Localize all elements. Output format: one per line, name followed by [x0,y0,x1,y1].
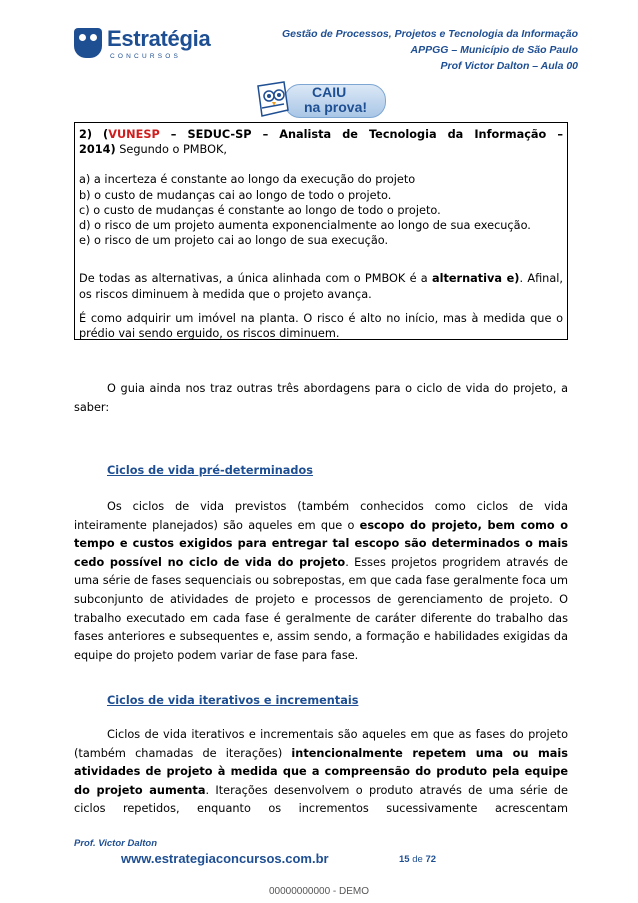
page-header [282,26,578,74]
question-title-rest: – SEDUC-SP – Analista de Tecnologia da Informação – [159,128,564,141]
estrategia-logo [74,26,211,66]
question-stem-line [79,142,563,157]
p1-text-a: Os ciclos de vida previstos (também conhecidos como ciclos de vida inteiramente planejados) são aqueles em que o [74,500,568,532]
analogy-paragraph: É como adquirir um imóvel na planta. O risco é alto no início, mas à medida que o prédio vai sendo erguido, os riscos diminuem. [79,311,563,341]
page-total: 72 [425,854,437,865]
header-exam: APPGG – Município de São Paulo [410,44,578,56]
intro-paragraph: O guia ainda nos traz outras três abordagens para o ciclo de vida do projeto, a saber: [74,382,568,414]
intro-section [74,380,568,417]
question-number: 2) ( [79,128,109,141]
footer-website-link[interactable]: www.estrategiaconcursos.com.br [121,851,329,866]
question-year: 2014) [79,143,116,157]
p1-bold: escopo do projeto, bem como o tempo e custos exigidos para entregar tal escopo são determinados o mais cedo possível no ciclo de vida do projeto [74,518,568,569]
question-title [79,127,563,142]
exam-board: VUNESP [108,128,160,141]
heading-predetermined: Ciclos de vida pré-determinados [107,464,313,477]
owl-mascot-icon [254,80,290,118]
predetermined-paragraph [74,498,568,665]
heading-iterative: Ciclos de vida iterativos e incrementais [107,694,359,707]
page-current: 15 [399,854,410,865]
footer-author: Prof. Victor Dalton [74,838,158,849]
p2-text-a: Ciclos de vida iterativos e incrementais são aqueles em que as fases do projeto (também chamadas de iterações) [74,728,568,760]
answer-highlight: alternativa e) [431,272,520,286]
option-d: d) o risco de um projeto aumenta exponencialmente ao longo de sua execução. [79,219,531,233]
header-lesson: Prof Victor Dalton – Aula 00 [440,60,578,72]
badge-line1: CAIU [312,84,347,100]
page-number [399,854,436,865]
answer-pre: De todas as alternativas, a única alinhada com o PMBOK é a [79,272,432,286]
p1-text-b: . Esses projetos progridem através de uma série de fases sequenciais ou sobrepostas, em que cada fase geralmente foca um subconjunto de atividades de projeto e processos de gerenciamento de projeto. O trabalho executado em cada fase é geralmente de caráter diferente do trabalho das fases anteriores e subsequentes e, assim sendo, a formação e habilidades exigidas da equipe do projeto podem variar de fase para fase. [74,555,568,662]
logo-subtitle: CONCURSOS [110,53,182,60]
option-b: b) o custo de mudanças cai ao longo de todo o projeto. [79,188,392,202]
question-stem: Segundo o PMBOK, [115,143,227,157]
iterative-section [74,726,568,819]
answer-post: . Afinal, os riscos diminuem à medida que o projeto avança. [79,272,563,301]
answer-explanation [79,271,563,301]
logo-name: Estratégia [107,26,211,51]
option-c: c) o custo de mudanças é constante ao longo de todo o projeto. [79,203,441,217]
demo-watermark: 00000000000 - DEMO [268,886,370,897]
p2-text-b: . Iterações desenvolvem o produto através de uma série de ciclos repetidos, enquanto os incrementos sucessivamente acrescentam [74,783,569,816]
header-course-title: Gestão de Processos, Projetos e Tecnologia da Informação [281,28,578,40]
option-a: a) a incerteza é constante ao longo da execução do projeto [79,173,416,187]
option-e: e) o risco de um projeto cai ao longo de sua execução. [79,234,389,248]
iterative-paragraph [74,726,568,819]
caiu-na-prova-badge [254,80,386,120]
p2-bold: intencionalmente repetem uma ou mais atividades de projeto à medida que a compreensão do produto pela equipe do projeto aumenta [74,746,569,797]
predetermined-section [74,498,568,665]
owl-shield-icon [74,28,102,58]
badge-line2: na prova! [304,99,368,115]
page-separator: de [409,854,426,865]
question-box [74,122,568,340]
